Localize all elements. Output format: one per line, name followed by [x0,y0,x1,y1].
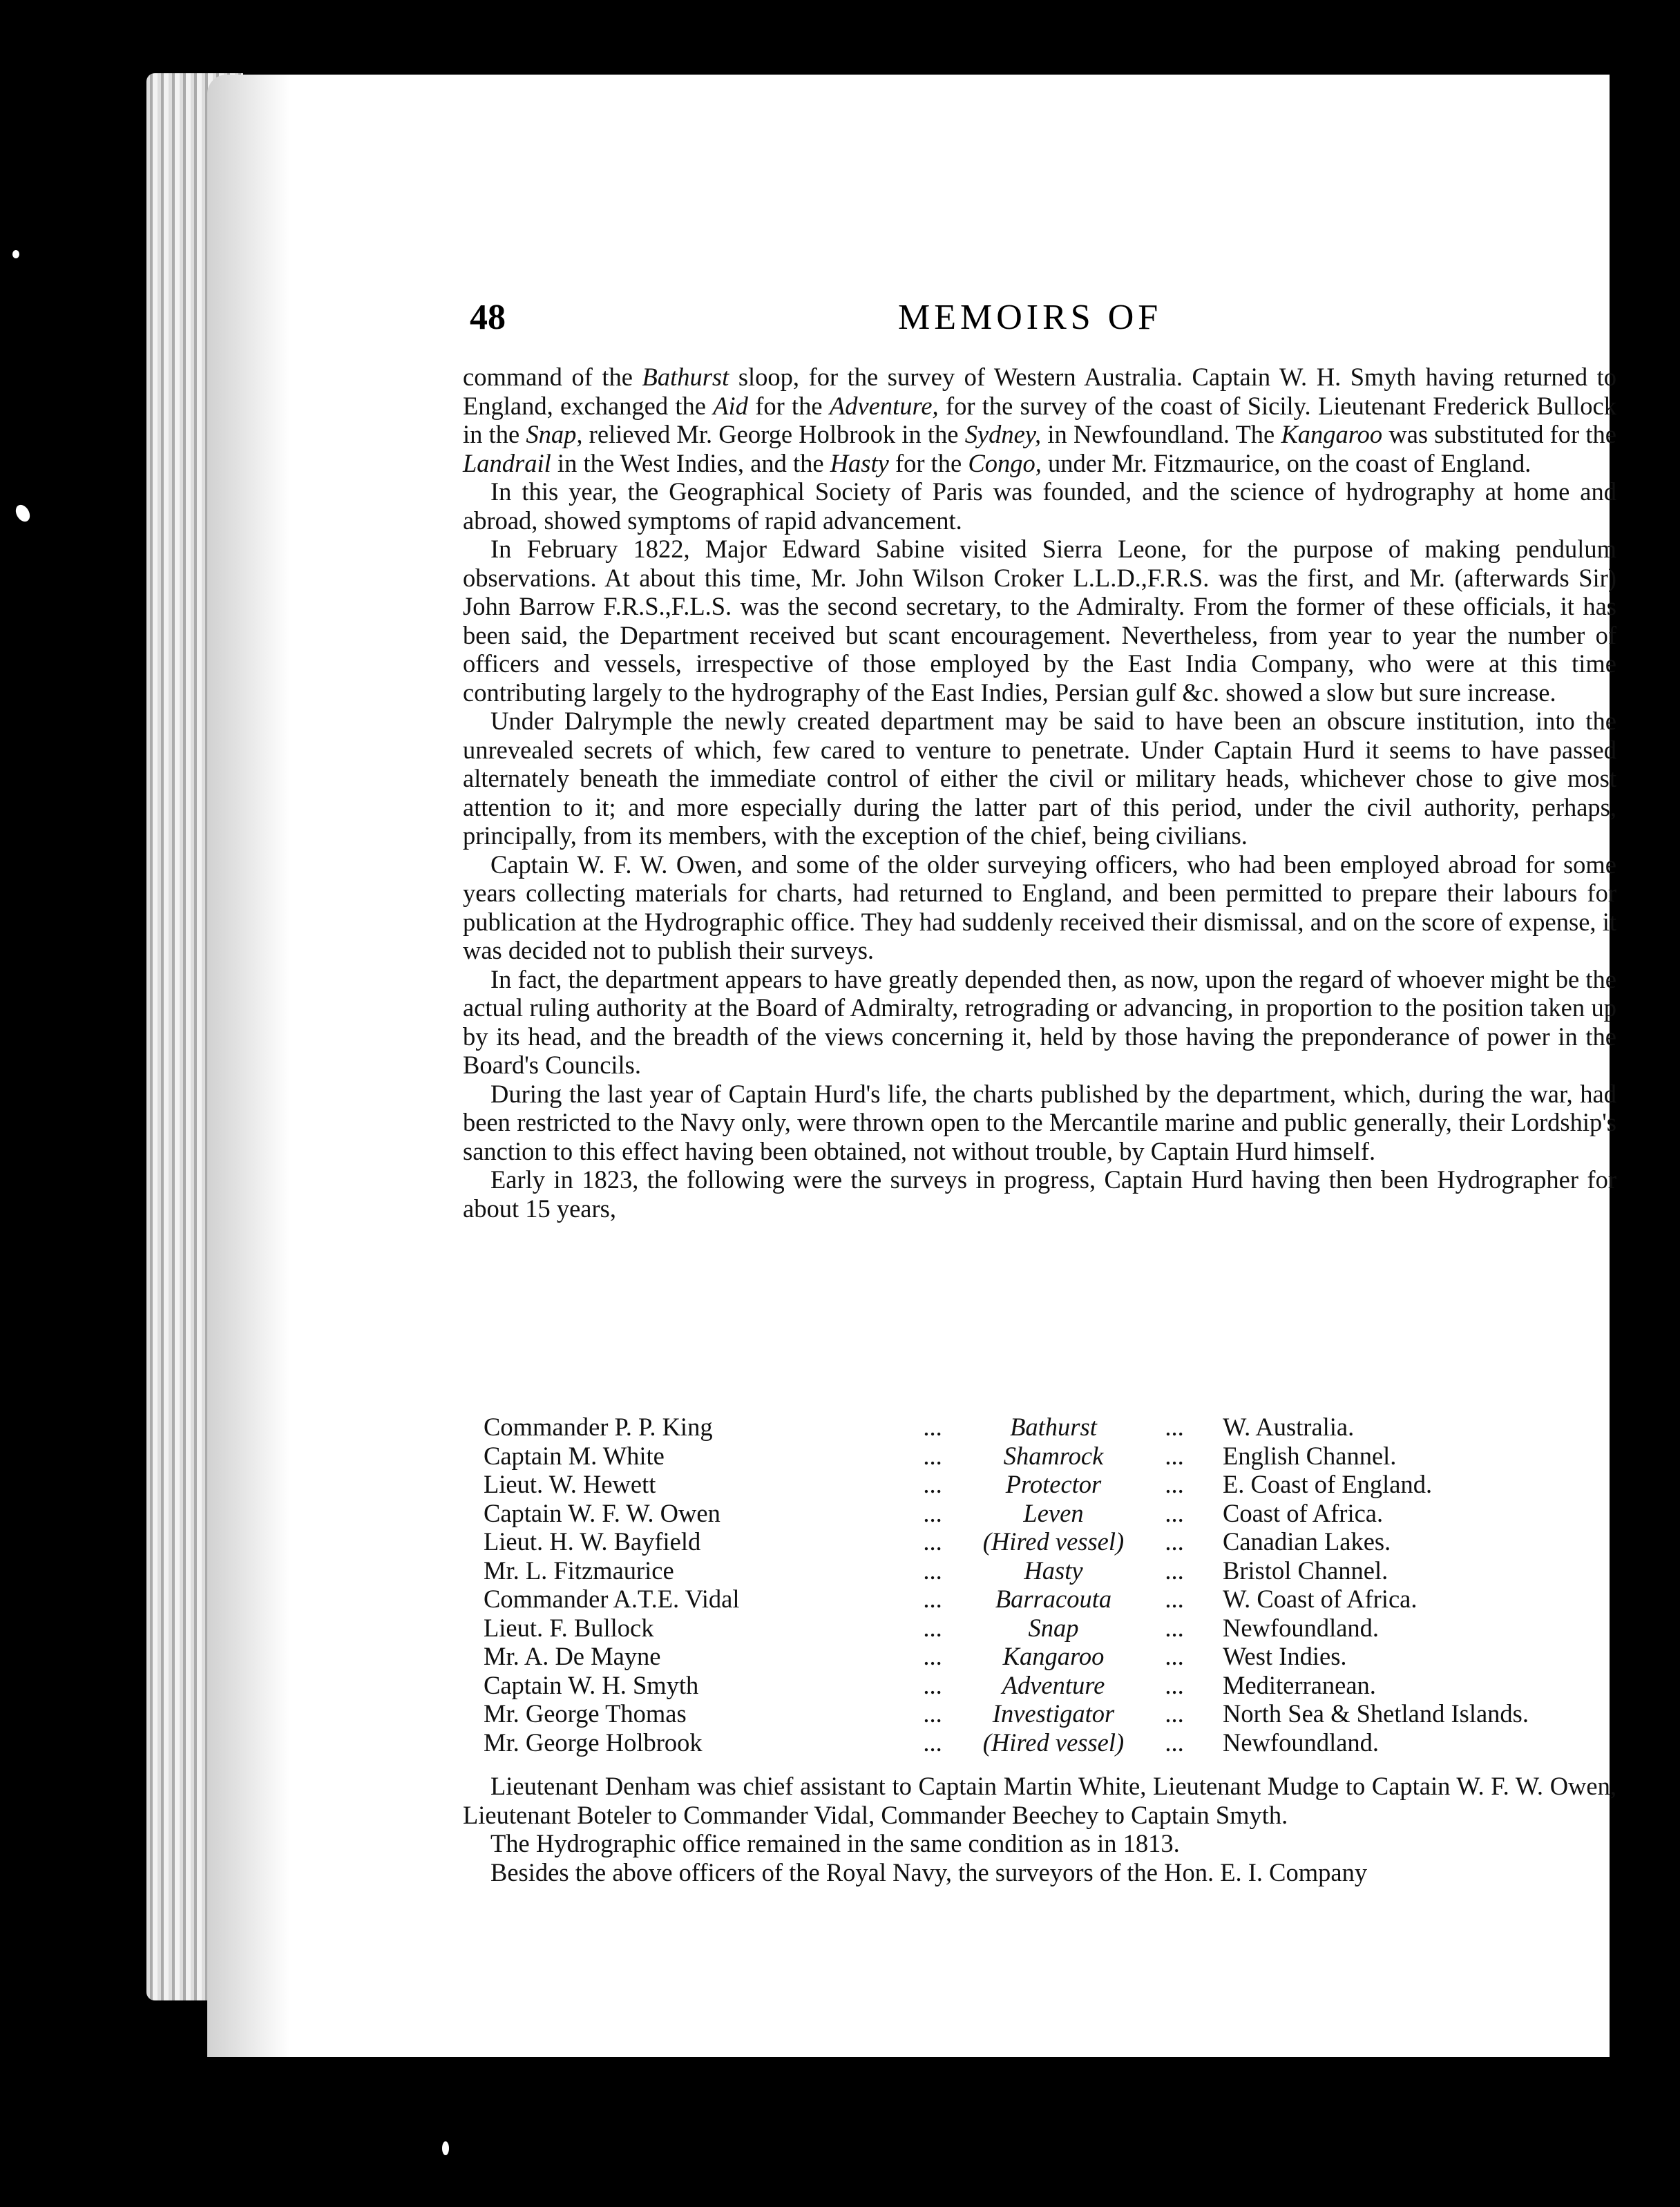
leader-dots: ... [1165,1670,1184,1699]
ship-name: Aid [713,391,748,420]
survey-row [484,1614,1616,1643]
text-run: Under Dalrymple the newly created department may be said to have been an obscure institution, into the unrevealed secrets of which, few cared to venture to penetrate. Under Captain Hurd it seems to have passed alternately beneath the immediate control of either the civil or military heads, whichever chose to give most attention to it; and more especially during the latter part of this period, under the civil authority, perhaps, principally, from its members, with the exception of the chief, being civilians. [463,707,1616,850]
survey-row [484,1470,1616,1499]
survey-row [484,1585,1616,1614]
closing-text [463,1772,1616,1886]
surveyor-name: Captain M. White [484,1441,665,1470]
text-run: in the West Indies, and the [551,448,830,477]
survey-station: Mediterranean. [1223,1670,1376,1699]
survey-row [484,1527,1616,1556]
text-run: under Mr. Fitzmaurice, on the coast of England. [1041,448,1531,477]
survey-station: W. Coast of Africa. [1223,1585,1418,1613]
text-run: In fact, the department appears to have greatly depended then, as now, upon the regard of whoever might be the actual ruling authority at the Board of Admiralty, retrograding or advancing, in proportion to the position taken up by its head, and the breadth of the views concerning it, held by those having the preponderance of power in the Board's Councils. [463,964,1616,1079]
leader-dots: ... [923,1527,942,1556]
surveyor-name: Commander A.T.E. Vidal [484,1585,740,1613]
ship-name: Adventure, [829,391,939,420]
survey-station: Newfoundland. [1223,1728,1380,1757]
surveyor-name: Mr. A. De Mayne [484,1642,661,1670]
vessel-name: (Hired vessel) [982,1527,1125,1556]
surveyor-name: Mr. George Thomas [484,1699,687,1728]
survey-row [484,1699,1616,1728]
text-run: In this year, the Geographical Society of Paris was founded, and the science of hydrography at home and abroad, showed symptoms of rapid advancement. [463,477,1616,535]
survey-row [484,1442,1616,1471]
text-run: During the last year of Captain Hurd's life, the charts published by the department, which, during the war, had been restricted to the Navy only, were thrown open to the Mercantile marine and public generally, their Lordship's sanction to this effect having been obtained, not without trouble, by Captain Hurd himself. [463,1079,1616,1165]
survey-row [484,1671,1616,1700]
paragraph [463,535,1616,707]
leader-dots: ... [923,1498,942,1527]
surveyor-name: Captain W. F. W. Owen [484,1498,720,1527]
paragraph [463,1165,1616,1223]
surveyor-name: Lieut. H. W. Bayfield [484,1527,701,1556]
paragraph [463,1080,1616,1166]
paragraph: Lieutenant Denham was chief assistant to Captain Martin White, Lieutenant Mudge to Captain W. F. W. Owen, Lieutenant Boteler to Commander Vidal, Commander Beechey to Captain Smyth. [463,1772,1616,1829]
survey-row [484,1728,1616,1757]
leader-dots: ... [923,1556,942,1585]
ship-name: Bathurst [642,363,729,391]
survey-station: Coast of Africa. [1223,1498,1384,1527]
scan-speck [442,2141,449,2155]
survey-station: North Sea & Shetland Islands. [1223,1699,1529,1728]
leader-dots: ... [923,1613,942,1642]
paragraph [463,477,1616,535]
text-run: was substituted for the [1382,420,1616,448]
surveyor-name: Captain W. H. Smyth [484,1670,699,1699]
text-run: for the survey of the coast of Sicily. Lieutenant Frederick Bullock in the [463,391,1616,448]
survey-station: English Channel. [1223,1441,1397,1470]
survey-station: West Indies. [1223,1642,1347,1670]
paragraph [463,850,1616,965]
text-run: in Newfoundland. The [1041,420,1281,448]
surveyor-name: Lieut. F. Bullock [484,1613,654,1642]
leader-dots: ... [923,1699,942,1728]
paragraph: The Hydrographic office remained in the same condition as in 1813. [490,1829,1180,1857]
leader-dots: ... [1165,1470,1184,1498]
page-number: 48 [470,298,506,337]
leader-dots: ... [923,1642,942,1670]
ship-name: Landrail [463,448,551,477]
vessel-name: Adventure [1002,1670,1105,1699]
vessel-name: Snap [1028,1613,1079,1642]
survey-row [484,1642,1616,1671]
vessel-name: Protector [1005,1470,1102,1498]
ship-name: Hasty [830,448,889,477]
survey-list [484,1413,1616,1757]
text-run: for the [747,391,830,420]
vessel-name: Kangaroo [1002,1642,1105,1670]
leader-dots: ... [1165,1642,1184,1670]
text-run: relieved Mr. George Holbrook in the [582,420,965,448]
survey-station: Newfoundland. [1223,1613,1380,1642]
survey-row [484,1499,1616,1528]
survey-station: Bristol Channel. [1223,1556,1388,1585]
vessel-name: Shamrock [1003,1441,1104,1470]
running-head: MEMOIRS OF [898,298,1163,337]
surveyor-name: Mr. George Holbrook [484,1728,703,1757]
vessel-name: Barracouta [995,1585,1112,1613]
leader-dots: ... [923,1470,942,1498]
vessel-name: Hasty [1024,1556,1083,1585]
survey-station: Canadian Lakes. [1223,1527,1391,1556]
ship-name: Snap, [526,420,583,448]
surveyor-name: Mr. L. Fitzmaurice [484,1556,674,1585]
page-header [470,290,1610,345]
vessel-name: Investigator [992,1699,1115,1728]
page-gutter-shadow [207,75,290,2057]
vessel-name: Leven [1023,1498,1084,1527]
leader-dots: ... [1165,1413,1184,1441]
scan-speck [13,502,33,524]
text-run: sloop, for the survey of Western Australia. Captain W. H. Smyth having returned to England, exchanged the [463,363,1616,420]
leader-dots: ... [923,1441,942,1470]
text-run: for the [888,448,968,477]
survey-row [484,1556,1616,1585]
ship-name: Sydney, [964,420,1042,448]
paragraph [463,363,1616,477]
survey-station: W. Australia. [1223,1413,1355,1441]
text-run: In February 1822, Major Edward Sabine visited Sierra Leone, for the purpose of making pendulum observations. At about this time, Mr. John Wilson Croker L.L.D.,F.R.S. was the first, and Mr. (afterwards Sir) John Barrow F.R.S.,F.L.S. was the second secretary, to the Admiralty. From the former of these officials, it has been said, the Department received but scant encouragement. Nevertheless, from year to year the number of officers and vessels, irrespective of those employed by the East India Company, who were at this time contributing largely to the hydrography of the East Indies, Persian gulf &c. showed a slow but sure increase. [463,535,1616,707]
text-run: command of the [463,363,642,391]
leader-dots: ... [1165,1498,1184,1527]
leader-dots: ... [1165,1728,1184,1757]
leader-dots: ... [1165,1699,1184,1728]
survey-station: E. Coast of England. [1223,1470,1433,1498]
text-run: Early in 1823, the following were the surveys in progress, Captain Hurd having then been Hydrographer for about 15 years, [463,1165,1616,1223]
paragraph [463,965,1616,1080]
leader-dots: ... [1165,1613,1184,1642]
leader-dots: ... [923,1585,942,1613]
vessel-name: Bathurst [1010,1413,1097,1441]
leader-dots: ... [923,1413,942,1441]
paragraph [463,707,1616,850]
leader-dots: ... [1165,1585,1184,1613]
surveyor-name: Lieut. W. Hewett [484,1470,656,1498]
body-text [463,363,1616,1223]
leader-dots: ... [1165,1556,1184,1585]
survey-row [484,1413,1616,1442]
leader-dots: ... [1165,1527,1184,1556]
leader-dots: ... [1165,1441,1184,1470]
leader-dots: ... [923,1728,942,1757]
text-run: Captain W. F. W. Owen, and some of the older surveying officers, who had been employed abroad for some years collecting materials for charts, had returned to England, and been permitted to prepare their labours for publication at the Hydrographic office. They had suddenly received their dismissal, and on the score of expense, it was decided not to publish their surveys. [463,850,1616,964]
vessel-name: (Hired vessel) [982,1728,1125,1757]
ship-name: Congo, [968,448,1042,477]
scan-speck [12,250,19,258]
ship-name: Kangaroo [1281,420,1383,448]
surveyor-name: Commander P. P. King [484,1413,713,1441]
paragraph: Besides the above officers of the Royal Navy, the surveyors of the Hon. E. I. Company [490,1857,1368,1886]
leader-dots: ... [923,1670,942,1699]
